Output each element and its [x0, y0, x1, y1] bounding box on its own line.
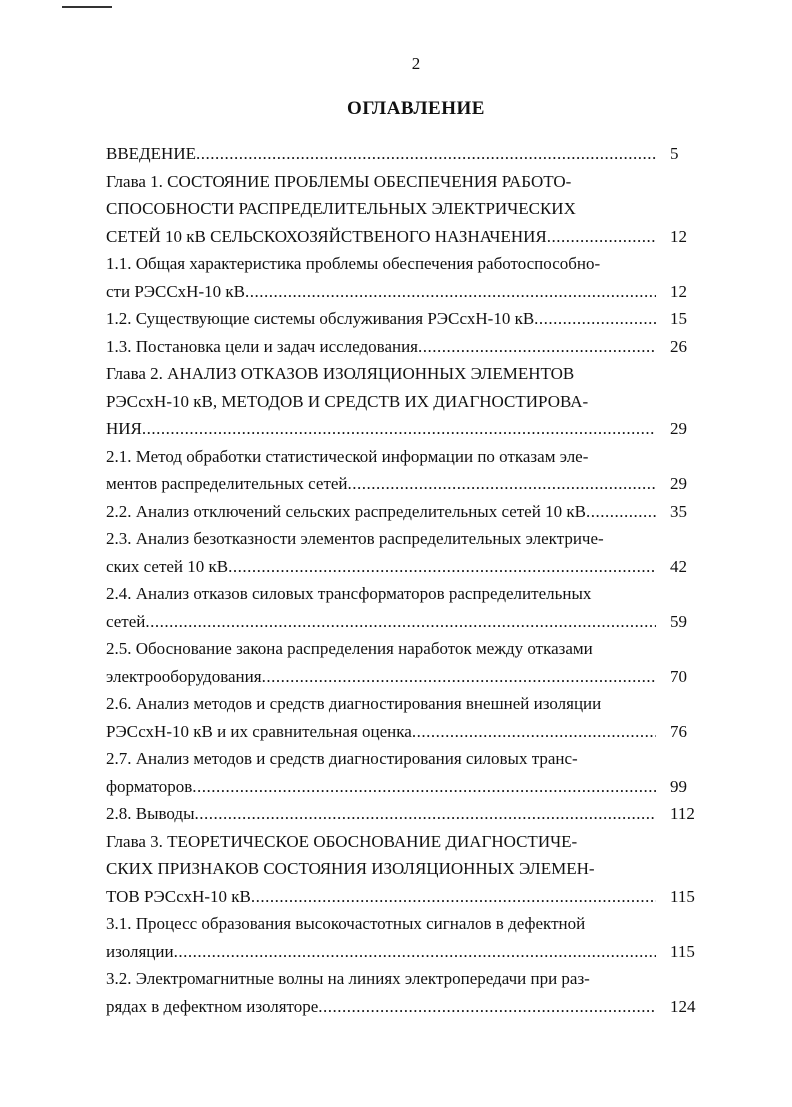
toc-page-number: 26 [670, 336, 687, 356]
toc-entry-line: РЭСсхН-10 кВ и их сравнительная оценка [106, 721, 412, 741]
toc-entry [106, 965, 706, 1020]
toc-entry-line: СЕТЕЙ 10 кВ СЕЛЬСКОХОЗЯЙСТВЕНОГО НАЗНАЧЕНИЯ [106, 226, 547, 246]
toc-entry-final-line [106, 938, 706, 966]
toc-page-number: 12 [670, 281, 687, 301]
toc-entry [106, 498, 706, 526]
toc-entry-line: рядах в дефектном изоляторе [106, 996, 319, 1016]
toc-entry-line: СПОСОБНОСТИ РАСПРЕДЕЛИТЕЛЬНЫХ ЭЛЕКТРИЧЕСКИХ [106, 199, 576, 218]
toc-entry-line: 2.2. Анализ отключений сельских распределительных сетей 10 кВ [106, 501, 586, 521]
toc-page-number: 35 [670, 501, 687, 521]
toc-entry-final-line [106, 993, 706, 1021]
toc-entry [106, 443, 706, 498]
toc-entry-final-line [106, 470, 706, 498]
toc-entry-final-line [106, 800, 706, 828]
toc-entry-final-line [106, 553, 706, 581]
toc-entry [106, 910, 706, 965]
toc-page-number: 29 [670, 474, 687, 493]
toc-entry-line: НИЯ [106, 419, 142, 438]
toc-entry [106, 635, 706, 690]
toc-page-number: 115 [670, 886, 695, 906]
toc-entry [106, 580, 706, 635]
dot-leader [318, 993, 656, 1021]
toc-entry [106, 333, 706, 361]
toc-page-number: 70 [670, 666, 687, 686]
toc-entry [106, 828, 706, 911]
dot-leader [348, 470, 656, 498]
toc-entry-line: сти РЭССхН-10 кВ [106, 281, 245, 301]
toc-entry-final-line [106, 608, 706, 636]
toc-entry-final-line [106, 883, 706, 911]
toc-page-number: 112 [670, 804, 695, 823]
toc-entry-final-line [106, 718, 706, 746]
toc-entry-line: 1.1. Общая характеристика проблемы обеспечения работоспособно- [106, 254, 601, 273]
dot-leader [228, 553, 656, 581]
toc-entry-final-line [106, 333, 706, 361]
toc-page-number: 42 [670, 556, 687, 576]
dot-leader [142, 415, 656, 443]
toc-entry-line: Глава 3. ТЕОРЕТИЧЕСКОЕ ОБОСНОВАНИЕ ДИАГНОСТИЧЕ- [106, 831, 578, 851]
toc-entry-line: ментов распределительных сетей [106, 474, 348, 493]
toc-entry-line: ТОВ РЭСсхН-10 кВ [106, 886, 251, 906]
toc-entry-final-line [106, 223, 706, 251]
toc-entry-final-line [106, 663, 706, 691]
toc-entry-line: 2.3. Анализ безотказности элементов распределительных электриче- [106, 529, 604, 548]
toc-entry-line: 2.1. Метод обработки статистической информации по отказам эле- [106, 446, 589, 466]
toc-entry-line: СКИХ ПРИЗНАКОВ СОСТОЯНИЯ ИЗОЛЯЦИОННЫХ ЭЛЕМЕН- [106, 859, 595, 878]
dot-leader [192, 773, 656, 801]
toc-entry-final-line [106, 278, 706, 306]
toc-entry-line: ских сетей 10 кВ [106, 556, 229, 576]
dot-leader [418, 333, 656, 361]
page-number: 2 [411, 54, 421, 73]
toc-entry-line: Глава 1. СОСТОЯНИЕ ПРОБЛЕМЫ ОБЕСПЕЧЕНИЯ РАБОТО- [106, 171, 572, 191]
toc-entry-line: Глава 2. АНАЛИЗ ОТКАЗОВ ИЗОЛЯЦИОННЫХ ЭЛЕМЕНТОВ [106, 364, 575, 383]
toc-entry-line: форматоров [106, 776, 193, 796]
toc-entry-line: 1.3. Постановка цели и задач исследования [106, 336, 419, 356]
toc-entry [106, 305, 706, 333]
toc-title: ОГЛАВЛЕНИЕ [347, 98, 485, 119]
toc-entry [106, 525, 706, 580]
toc-page-number: 12 [670, 226, 687, 246]
toc-entry-line: ВВЕДЕНИЕ [106, 144, 196, 163]
scan-artifact-line [62, 6, 112, 8]
toc-page-number: 15 [670, 309, 687, 328]
dot-leader [195, 800, 656, 828]
dot-leader [547, 223, 656, 251]
toc-page-number: 5 [670, 144, 679, 163]
toc-entry-final-line [106, 773, 706, 801]
dot-leader [245, 278, 656, 306]
dot-leader [145, 608, 656, 636]
toc-entry [106, 168, 706, 251]
dot-leader [586, 498, 656, 526]
toc-entry-line: сетей [106, 611, 146, 631]
toc-entry [106, 250, 706, 305]
dot-leader [534, 305, 656, 333]
toc-entry-final-line [106, 498, 706, 526]
toc-entry [106, 360, 706, 443]
toc-entry [106, 690, 706, 745]
toc-entry-line: 1.2. Существующие системы обслуживания РЭСсхН-10 кВ [106, 309, 535, 328]
toc-page-number: 59 [670, 611, 687, 631]
toc-entry-line: РЭСсхН-10 кВ, МЕТОДОВ И СРЕДСТВ ИХ ДИАГНОСТИРОВА- [106, 391, 589, 411]
toc-entry-line: 3.1. Процесс образования высокочастотных сигналов в дефектной [106, 914, 586, 933]
toc-page-number: 29 [670, 419, 687, 438]
dot-leader [251, 883, 656, 911]
toc-entry-line: 2.7. Анализ методов и средств диагностирования силовых транс- [106, 749, 578, 768]
toc-entry-final-line [106, 415, 706, 443]
toc-entry-line: 2.4. Анализ отказов силовых трансформаторов распределительных [106, 584, 592, 603]
table-of-contents [106, 140, 706, 1020]
toc-page-number: 115 [670, 941, 695, 961]
dot-leader [262, 663, 656, 691]
dot-leader [412, 718, 656, 746]
toc-page-number: 124 [670, 996, 696, 1016]
toc-entry-line: изоляции [106, 941, 174, 961]
toc-page-number: 99 [670, 776, 687, 796]
dot-leader [196, 140, 656, 168]
toc-entry-line: 3.2. Электромагнитные волны на линиях электропередачи при раз- [106, 969, 590, 988]
toc-page-number: 76 [670, 721, 687, 741]
toc-entry [106, 745, 706, 800]
toc-entry-final-line [106, 140, 706, 168]
toc-entry [106, 140, 706, 168]
toc-entry-line: 2.5. Обоснование закона распределения наработок между отказами [106, 639, 593, 658]
toc-entry-line: 2.8. Выводы [106, 804, 195, 823]
toc-entry-final-line [106, 305, 706, 333]
toc-entry-line: электрооборудования [106, 666, 262, 686]
toc-entry-line: 2.6. Анализ методов и средств диагностирования внешней изоляции [106, 694, 602, 713]
toc-entry [106, 800, 706, 828]
dot-leader [174, 938, 656, 966]
